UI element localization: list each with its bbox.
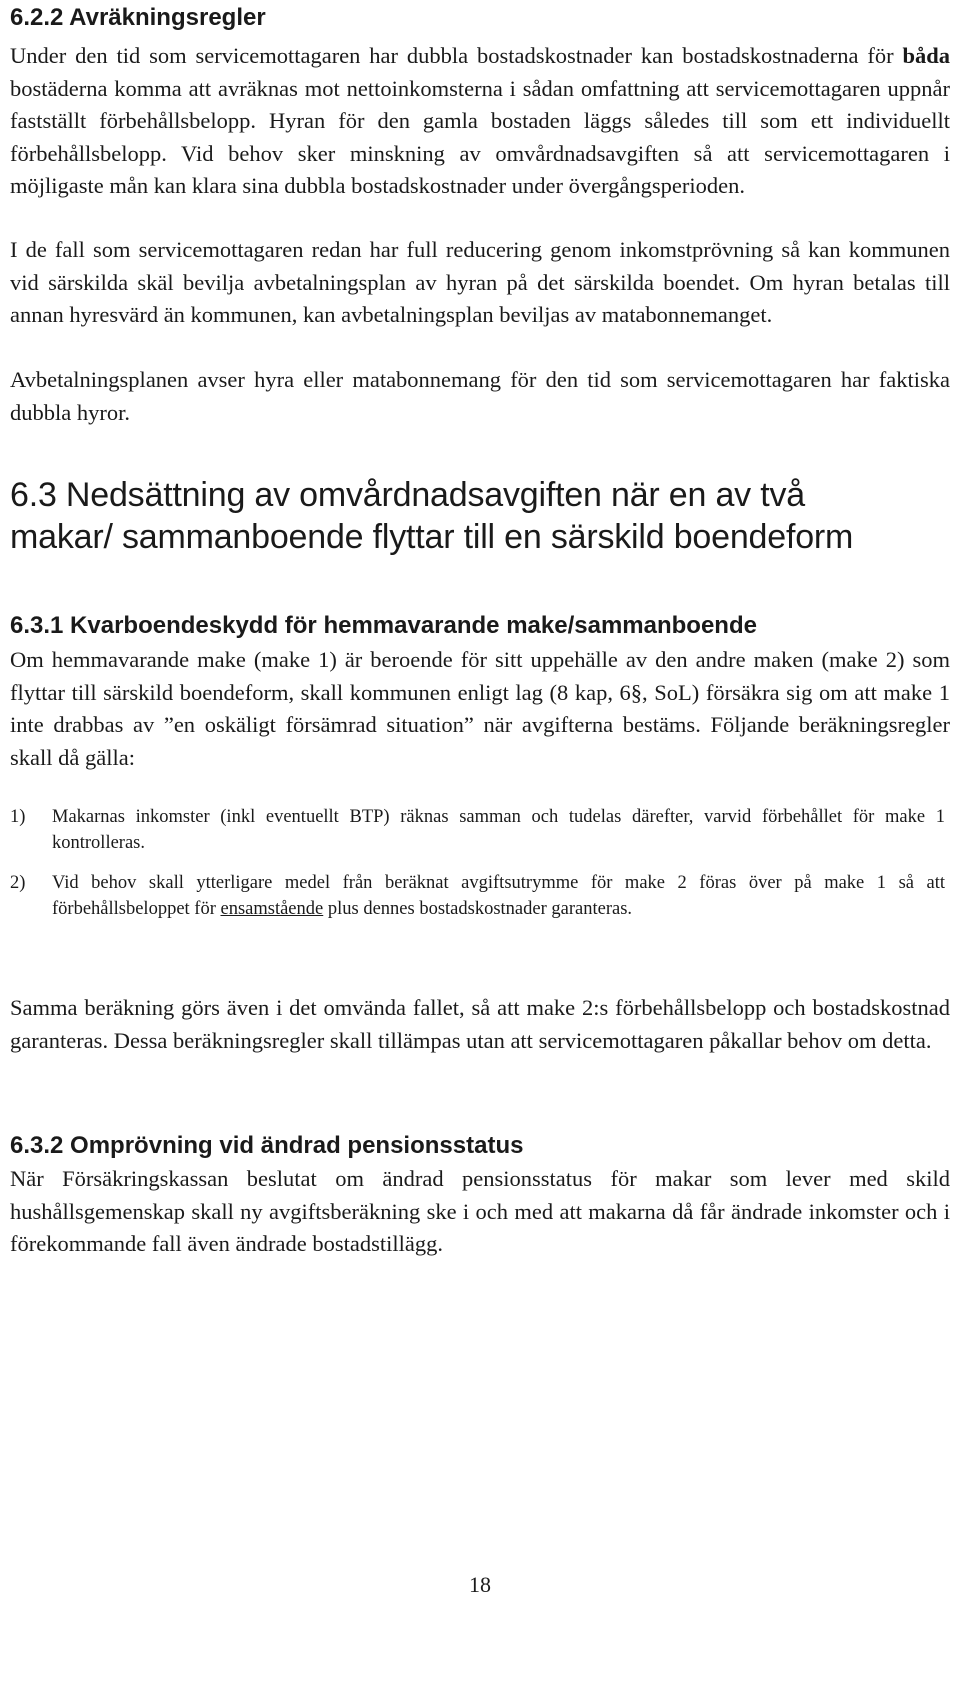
section-heading-6-3-2: 6.3.2 Omprövning vid ändrad pensionsstatus (10, 1132, 524, 1159)
list-item-text: Vid behov skall ytterligare medel från beräknat avgiftsutrymme för make 2 föras över på make 1 så att förbehållsbeloppet för (52, 873, 945, 919)
emphasis-both: båda (902, 43, 950, 68)
list-item (10, 870, 945, 922)
paragraph-pension-status: När Försäkringskassan beslutat om ändrad pensionsstatus för makar som lever med skild hushållsgemenskap skall ny avgiftsberäkning ske i och med att makarna då får ändrade inkomster och i förekommande fall även ändrade bostadstillägg. (10, 1166, 950, 1256)
section-heading-6-3 (10, 474, 950, 558)
section-heading-6-3-1: 6.3.1 Kvarboendeskydd för hemmavarande make/sammanboende (10, 612, 757, 639)
paragraph-dual-housing (10, 40, 950, 203)
list-item-number: 2) (10, 873, 26, 893)
list-item (10, 804, 945, 856)
paragraph-payment-plan-scope: Avbetalningsplanen avser hyra eller matabonnemang för den tid som servicemottagaren har faktiska dubbla hyror. (10, 367, 950, 425)
page-number: 18 (469, 1572, 491, 1597)
list-item-text: plus dennes bostadskostnader garanteras. (323, 899, 633, 919)
heading-line: 6.3 Nedsättning av omvårdnadsavgiften när en av två (10, 476, 805, 514)
list-item-number: 1) (10, 807, 26, 827)
paragraph-remaining-spouse: Om hemmavarande make (make 1) är beroende för sitt uppehälle av den andre maken (make 2) som flyttar till särskild boendeform, skall kommunen enligt lag (8 kap, 6§, SoL) försäkra sig om att make 1 inte drabbas av ”en oskäligt försämrad situation” när avgifterna bestäms. Följande beräkningsregler skall då gälla: (10, 647, 950, 770)
list-item-text: Makarnas inkomster (inkl eventuellt BTP) räknas samman och tudelas därefter, varvid förbehållet för make 1 kontrolleras. (52, 807, 945, 853)
paragraph-reverse-case: Samma beräkning görs även i det omvända fallet, så att make 2:s förbehållsbelopp och bostadskostnad garanteras. Dessa beräkningsregler skall tillämpas utan att servicemottagaren påkallar behov om detta. (10, 995, 950, 1053)
heading-line: makar/ sammanboende flyttar till en särskild boendeform (10, 518, 854, 556)
calculation-rules-list (10, 804, 945, 922)
section-heading-6-2-2: 6.2.2 Avräkningsregler (10, 4, 266, 31)
underlined-term: ensamstående (220, 899, 324, 919)
paragraph-text: bostäderna komma att avräknas mot nettoinkomsterna i sådan omfattning att servicemottagaren uppnår fastställt förbehållsbelopp. Hyran för den gamla bostaden läggs således till som ett individuellt förbehållsbelopp. Vid behov sker minskning av omvårdnadsavgiften så att servicemottagaren i möjligaste mån kan klara sina dubbla bostadskostnader under övergångsperioden. (10, 75, 950, 198)
paragraph-text: Under den tid som servicemottagaren har dubbla bostadskostnader kan bostadskostnaderna för (10, 43, 903, 68)
paragraph-payment-plan: I de fall som servicemottagaren redan har full reducering genom inkomstprövning så kan kommunen vid särskilda skäl bevilja avbetalningsplan av hyran på det särskilda boendet. Om hyran betalas till annan hyresvärd än kommunen, kan avbetalningsplan beviljas av matabonnemanget. (10, 237, 950, 327)
